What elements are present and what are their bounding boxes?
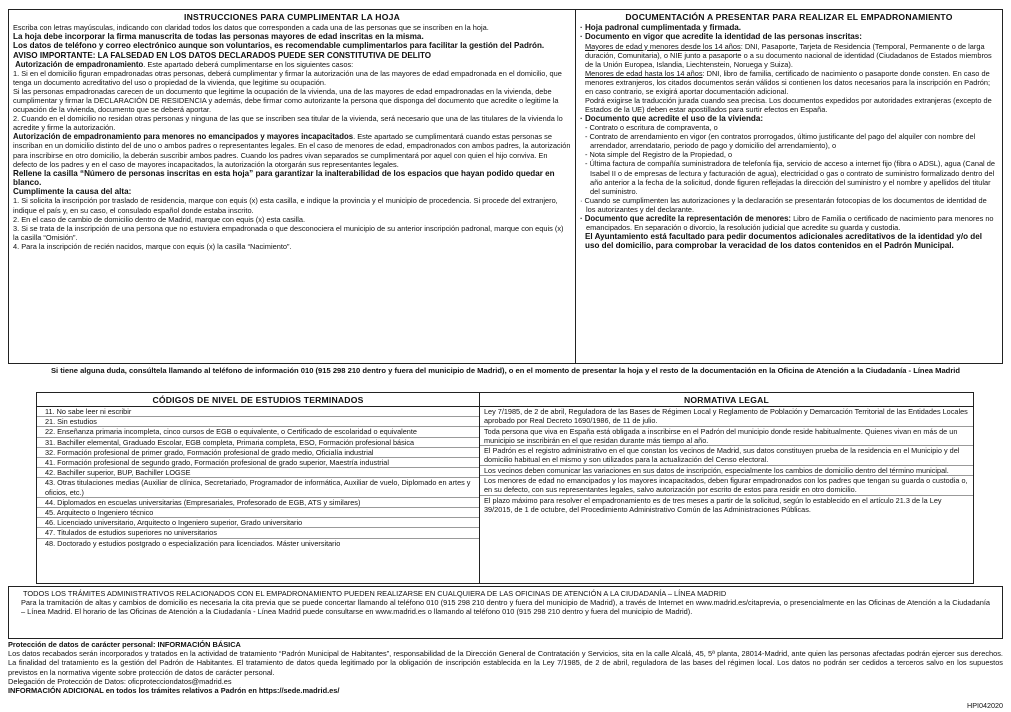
instructions-p12: 1. Si solicita la inscripción por traslado de residencia, marque con equis (x) esta casilla, e indique la provincia y el municipio de procedencia. Si procede del extranjero, indique el país y, en su caso, el consulado español donde estaba inscrito. — [13, 196, 558, 215]
instructions-p6: 1. Si en el domicilio figuran empadronadas otras personas, deberá cumplimentar y firmar la autorización una de las mayores de edad empadronada en el domicilio, que tenga un documento acreditativo del uso o propiedad de la vivienda, que legitime su ocupación. — [13, 69, 562, 88]
education-code-item: 47. Titulados de estudios superiores no universitarios — [37, 528, 479, 538]
form-code: HPI042020 — [967, 701, 1003, 710]
instructions-p11: Cumplimente la causa del alta: — [13, 187, 132, 197]
education-code-item: 43. Otras titulaciones medias (Auxiliar de clínica, Secretariado, Programador de informática, Auxiliar de vuelo, Diplomado en artes y oficios, etc.) — [37, 478, 479, 497]
legal-normative-item: Ley 7/1985, de 2 de abril, Reguladora de las Bases de Régimen Local y Reglamento de Población y Demarcación Territorial de las Entidades Locales aprobado por Real Decreto 1690/1986, de 11 de julio. — [480, 407, 973, 427]
instructions-p8: 2. Cuando en el domicilio no residan otras personas y ninguna de las que se inscriben sea titular de la vivienda, será necesario que una de las titulares de la vivienda lo acredite y firme la autorización. — [13, 114, 563, 133]
doc-adults — [580, 42, 998, 69]
legal-normative-item: Los menores de edad no emancipados y los mayores incapacitados, deben figurar empadronados con los padres que tengan su guarda o custodia o, en su defecto, con sus representantes legales, salvo autorización por escrito de estos para residir en otro domicilio. — [480, 476, 973, 496]
instructions-p3: Los datos de teléfono y correo electrónico aunque son voluntarios, es recomendable cumplimentarlos para facilitar la gestión del Padrón. — [13, 41, 545, 51]
data-protection-body: Los datos recabados serán incorporados y tratados en la actividad de tratamiento “Padrón Municipal de Habitantes”, responsabilidad de la Dirección General de Contratación y Servicios, sita en la calle Alcalá, 45, 5ª planta, 28014-Madrid, ante quien las personas afectadas podrán ejercer sus derechos. La finalidad del tratamiento es la gestión del Padrón de Habitantes. El tratamiento de datos queda legitimado por la obligación de inscripción establecida en la Ley 7/1985, de 2 de abril, reguladora de las bases del régimen local. Los datos no podrán ser cedidos a terceros salvo en los supuestos previstos en la normativa vigente sobre protección de datos de carácter personal. — [8, 649, 1003, 677]
data-protection-title-b: INFORMACIÓN BÁSICA — [157, 640, 241, 649]
legal-normative-item: El plazo máximo para resolver el empadronamiento es de tres meses a partir de la solicitud, según lo establecido en el artículo 21.3 de la Ley 39/2015, de 1 de octubre, del Procedimiento Administrativo Común de las Administraciones Públicas. — [484, 495, 942, 514]
documentation-body — [580, 23, 998, 250]
doc-item-housing: · Documento que acredite el uso de la vivienda: — [580, 113, 764, 123]
education-codes-list — [37, 407, 479, 548]
minors-auth-heading: Autorización de empadronamiento para menores no emancipados y mayores incapacitados — [13, 132, 354, 142]
instructions-p13: 2. En el caso de cambio de domicilio dentro de Madrid, marque con equis (x) esta casilla. — [13, 214, 306, 224]
education-code-item: 45. Arquitecto o Ingeniero técnico — [37, 508, 479, 518]
info-phone-note: Si tiene alguna duda, consúltela llamando al teléfono de información 010 (915 298 210 dentro y fuera del municipio de Madrid), o en el momento de presentar la hoja y el resto de la documentación en la Oficina de Atención a la Ciudadanía - Línea Madrid — [50, 366, 961, 375]
doc-representation-heading: · Documento que acredite la representación de menores: — [580, 213, 792, 223]
education-code-item: 48. Doctorado y estudios postgrado o especialización para licenciados. Máster universitario — [45, 538, 341, 548]
doc-housing-3: - Nota simple del Registro de la Propiedad, o — [585, 150, 733, 160]
procedures-title: TODOS LOS TRÁMITES ADMINISTRATIVOS RELACIONADOS CON EL EMPADRONAMIENTO PUEDEN REALIZARSE EN CUALQUIERA DE LAS OFICINAS DE ATENCIÓN A LA CIUDADANÍA – LÍNEA MADRID — [23, 589, 727, 598]
instructions-p5 — [13, 60, 571, 69]
documentation-section — [575, 9, 1003, 364]
doc-adults-text: : DNI, Pasaporte, Tarjeta de Residencia (Temporal, Permanente o de larga duración, Comunitaria), o NIE junto a pasaporte o a su documento nacional de identidad (Ciudadanos de Estados miembros de la Unión Europea, Islandia, Liechtenstein, Noruega y Suiza). — [585, 41, 992, 69]
data-protection-title-a: Protección de datos de carácter personal: — [8, 640, 158, 649]
instructions-p14: 3. Si se trata de la inscripción de una persona que no estuviera empadronada o que desconociera el municipio de su anterior inscripción padronal, marque con equis (x) la casilla “Omisión”. — [13, 223, 564, 242]
procedures-body: Para la tramitación de altas y cambios de domicilio es necesaria la cita previa que se puede concertar llamando al teléfono 010 (915 298 210 dentro y fuera del municipio de Madrid), a través de Internet en www.madrid.es/citaprevia, o presencialmente en las Oficinas de Atención a la Ciudadanía – Línea Madrid. El horario de las Oficinas de Atención a la Ciudadanía - Línea Madrid puede consultarse en www.madrid.es o llamando al teléfono 010 (915 298 210 dentro y fuera del municipio de Madrid). — [21, 598, 990, 617]
doc-item-identity: · Documento en vigor que acredite la identidad de las personas inscritas: — [580, 32, 863, 42]
instructions-body — [13, 23, 571, 251]
education-codes-title: CÓDIGOS DE NIVEL DE ESTUDIOS TERMINADOS — [37, 393, 479, 407]
instructions-p9 — [13, 132, 571, 168]
doc-translation: Podrá exigirse la traducción jurada cuando sea precisa. Los documentos expedidos por autoridades extranjeras (excepto de Estados de la UE) deben estar apostillados para surtir efectos en España. — [585, 95, 992, 114]
education-code-item: 32. Formación profesional de primer grado, Formación profesional de grado medio, Oficialía industrial — [37, 448, 479, 458]
data-protection-heading — [8, 640, 1003, 649]
doc-housing-1: - Contrato o escritura de compraventa, o — [585, 123, 718, 133]
doc-council-note: El Ayuntamiento está facultado para pedir documentos adicionales acreditativos de la identidad y/o del uso del domicilio, para comprobar la veracidad de los datos contenidos en el Padrón Municipal. — [585, 231, 982, 251]
doc-minors-text: : DNI, libro de familia, certificado de nacimiento o pasaporte donde consten. En caso de menores extranjeros, los citados documentos serán válidos si contienen los datos necesarios para la inscripción en Padrón; en caso contrario, se exigirá aportar documentación adicional. — [585, 68, 991, 96]
legal-normative-title: NORMATIVA LEGAL — [480, 393, 973, 407]
procedures-section — [8, 586, 1003, 639]
data-protection-delegate: Delegación de Protección de Datos: oficprotecciondatos@madrid.es — [8, 676, 232, 686]
legal-normative-item: Los vecinos deben comunicar las variaciones en sus datos de inscripción, especialmente los cambios de domicilio dentro del término municipal. — [480, 466, 973, 476]
education-codes-section — [36, 392, 480, 584]
education-code-item: 44. Diplomados en escuelas universitarias (Empresariales, Profesorado de EGB, ATS y similares) — [37, 498, 479, 508]
minors-auth-text: . Este apartado se cumplimentará cuando estas personas se inscriban en un domicilio distinto del de uno o ambos padres o representantes legales. En el caso de menores de edad, empadronados con ambos padres, la autorización para inscribirse en otro domicilio, la deberán suscribir ambos padres. Cuando los padres vivan separados se cumplimentará por aquel con quien el hijo conviva. En defecto de los padres y en el caso de mayores incapacitados, la autorización la otorgarán sus representantes legales. — [13, 132, 571, 169]
instructions-p7: Si las personas empadronadas carecen de un documento que legitime la ocupación de la vivienda, una de las mayores de edad empadronadas en la vivienda, debe cumplimentar y firmar la DECLARACIÓN DE RESIDENCIA y además, debe firmar como autorizante la persona que disponga del documento que acredite o legitime la ocupación de la vivienda, documento que se deberá aportar. — [13, 87, 559, 115]
education-code-item: 46. Licenciado universitario, Arquitecto o Ingeniero superior, Grado universitario — [37, 518, 479, 528]
doc-minors-label: Menores de edad hasta los 14 años — [585, 68, 703, 78]
auth-heading: Autorización de empadronamiento — [15, 59, 144, 69]
doc-housing-4: - Última factura de compañía suministradora de telefonía fija, servicio de acceso a internet fijo (fibra o ADSL), agua (Canal de Isabel II o de empresas de lectura y facturación de agua), electricidad o gas o contrato de suministro formalizado dentro del año anterior a la fecha de la solicitud, donde figuren reflejadas la dirección del suministro y el nombre y apellidos del titular del suministro. — [585, 159, 995, 196]
additional-info-link[interactable]: INFORMACIÓN ADICIONAL en todos los trámites relativos a Padrón en https://sede.madrid.es/ — [8, 686, 340, 696]
education-code-item: 11. No sabe leer ni escribir — [37, 407, 479, 417]
education-code-item: 41. Formación profesional de segundo grado, Formación profesional de grado superior, Maestría industrial — [37, 458, 479, 468]
instructions-p1: Escriba con letras mayúsculas, indicando con claridad todos los datos que corresponden a cada una de las personas que se inscriben en la hoja. — [13, 23, 489, 32]
auth-intro: . Este apartado deberá cumplimentarse en los siguientes casos: — [143, 59, 354, 69]
doc-representation-text: Libro de Familia o certificado de nacimiento para menores no emancipados. En separación o divorcio, la resolución judicial que acredite su guarda y custodia. — [586, 213, 994, 232]
doc-item-photocopies: · Cuando se cumplimenten las autorizaciones y la declaración se presentarán fotocopias de los documentos de identidad de los autorizantes y del declarante. — [580, 195, 987, 214]
education-code-item: 22. Enseñanza primaria incompleta, cinco cursos de EGB o equivalente, o Certificado de escolaridad o equivalente — [37, 427, 479, 437]
instructions-p10: Rellene la casilla “Número de personas inscritas en esta hoja” para garantizar la inalterabilidad de los espacios que hayan podido quedar en blanco. — [13, 168, 555, 187]
doc-item-representation — [580, 214, 998, 232]
education-code-item: 31. Bachiller elemental, Graduado Escolar, EGB completa, Primaria completa, ESO, Formación profesional básica — [37, 438, 479, 448]
legal-normative-section — [479, 392, 974, 584]
instructions-section — [8, 9, 576, 364]
legal-normative-item: El Padrón es el registro administrativo en el que constan los vecinos de Madrid, sus datos constituyen prueba de la residencia en el Municipio y del domicilio habitual en el mismo y son utilizados para la actualización del Censo electoral. — [480, 446, 973, 466]
doc-housing-2: - Contrato de arrendamiento en vigor (en contratos prorrogados, último justificante del pago del alquiler con nombre del arrendador, arrendatario, periodo de pago y domicilio del arrendamiento), o — [585, 132, 976, 151]
instructions-p2: La hoja debe incorporar la firma manuscrita de todas las personas mayores de edad inscritas en la misma. — [13, 32, 424, 42]
doc-adults-label: Mayores de edad y menores desde los 14 años — [585, 41, 741, 51]
instructions-p15: 4. Para la inscripción de recién nacidos, marque con equis (x) la casilla “Nacimiento”. — [13, 241, 292, 251]
doc-item-sheet: · Hoja padronal cumplimentada y firmada. — [580, 23, 742, 32]
instructions-warning: AVISO IMPORTANTE: LA FALSEDAD EN LOS DATOS DECLARADOS PUEDE SER CONSTITUTIVA DE DELITO — [13, 50, 432, 60]
instructions-title: INSTRUCCIONES PARA CUMPLIMENTAR LA HOJA — [184, 12, 400, 22]
legal-normative-list — [480, 407, 973, 514]
education-code-item: 21. Sin estudios — [37, 417, 479, 427]
documentation-title: DOCUMENTACIÓN A PRESENTAR PARA REALIZAR EL EMPADRONAMIENTO — [625, 12, 953, 22]
legal-normative-item: Toda persona que viva en España está obligada a inscribirse en el Padrón del municipio donde reside habitualmente. Quienes vivan en más de un municipio se inscribirán en el que residan durante más tiempo al año. — [480, 427, 973, 447]
education-code-item: 42. Bachiller superior, BUP, Bachiller LOGSE — [37, 468, 479, 478]
data-protection-section — [8, 640, 1003, 695]
doc-minors — [580, 69, 998, 96]
